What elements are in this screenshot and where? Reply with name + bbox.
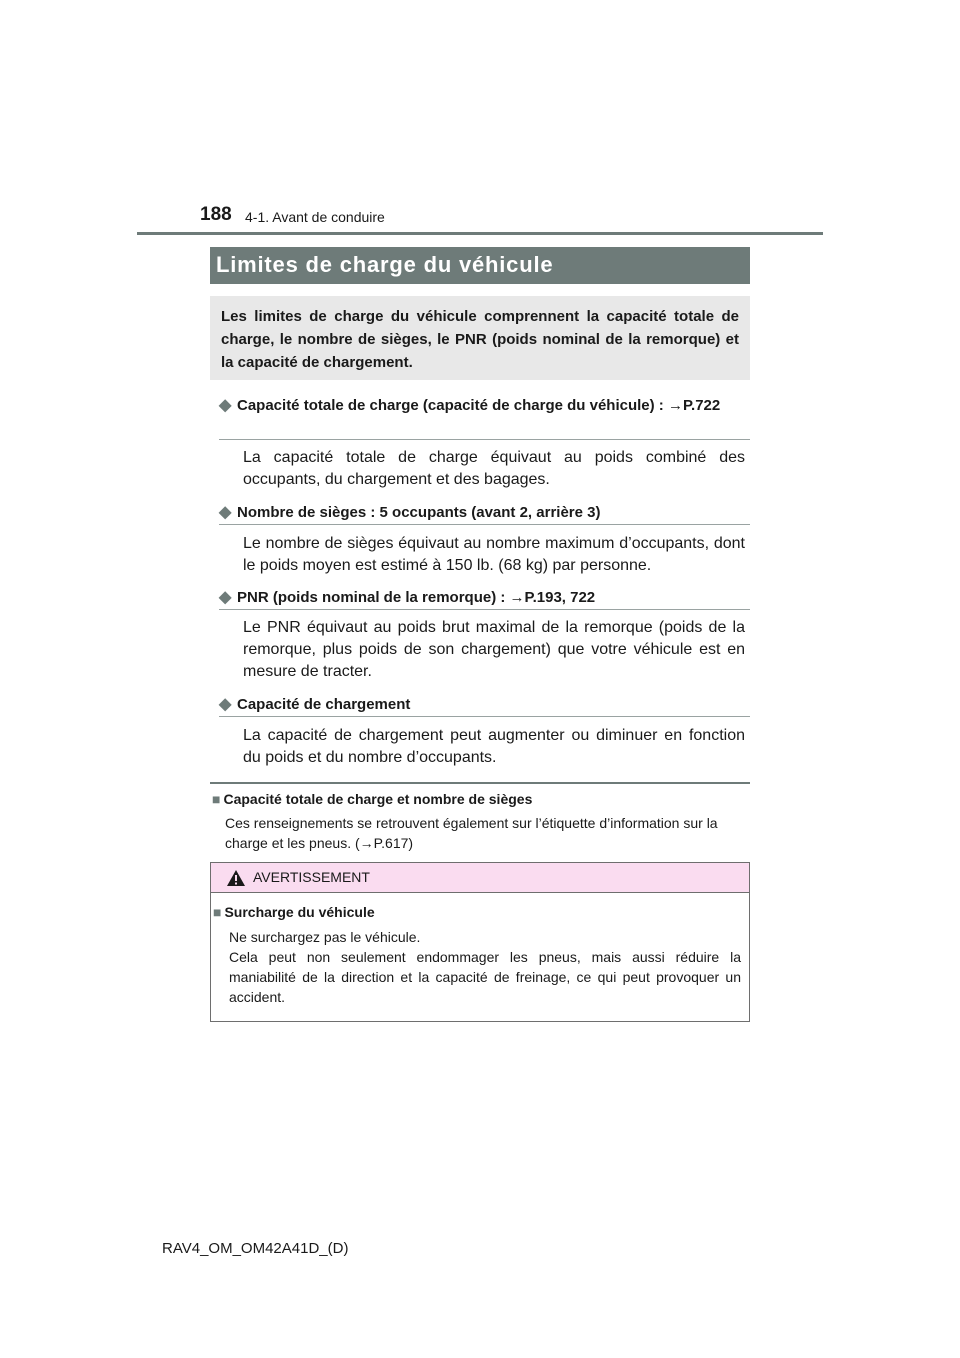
section-separator bbox=[210, 782, 750, 784]
item-body-cargo-capacity: La capacité de chargement peut augmenter ou diminuer en fonction du poids et du nombre d’occupants. bbox=[243, 727, 745, 766]
square-bullet-icon: ■ bbox=[212, 791, 221, 807]
warning-label: AVERTISSEMENT bbox=[253, 869, 370, 885]
intro-text: Les limites de charge du véhicule comprennent la capacité totale de charge, le nombre de sièges, le PNR (poids nominal de la remorque) et la capacité de chargement. bbox=[221, 308, 739, 371]
item-heading-seating: ◆ Nombre de sièges : 5 occupants (avant 2, arrière 3) bbox=[219, 504, 601, 521]
warning-triangle-icon bbox=[226, 869, 246, 887]
item-body-seating: Le nombre de sièges équivaut au nombre maximum d’occupants, dont le poids moyen est estimé à 150 lb. (68 kg) par personne. bbox=[243, 535, 745, 574]
warning-body bbox=[229, 927, 741, 1007]
item-heading-cargo-capacity: ◆ Capacité de chargement bbox=[219, 696, 411, 713]
item-heading-total-capacity: ◆ Capacité totale de charge (capacité de charge du véhicule) : →P.722 bbox=[219, 397, 721, 414]
diamond-bullet-icon: ◆ bbox=[219, 589, 232, 606]
item-rule bbox=[219, 524, 750, 525]
item-rule bbox=[219, 439, 750, 440]
diamond-bullet-icon: ◆ bbox=[219, 504, 232, 521]
section-header: 4-1. Avant de conduire bbox=[245, 209, 385, 225]
warning-line-2: Cela peut non seulement endommager les pneus, mais aussi réduire la maniabilité de la direction et la capacité de freinage, ce qui peut provoquer un accident. bbox=[229, 949, 741, 1005]
page-title: Limites de charge du véhicule bbox=[216, 252, 554, 277]
item-body-total-capacity: La capacité totale de charge équivaut au poids combiné des occupants, du chargement et des bagages. bbox=[243, 449, 745, 488]
item-rule bbox=[219, 609, 750, 610]
warning-title: ■ Surcharge du véhicule bbox=[213, 904, 375, 920]
square-bullet-icon: ■ bbox=[213, 904, 222, 920]
header-rule bbox=[137, 232, 823, 235]
item-body-trailer-weight: Le PNR équivaut au poids brut maximal de la remorque (poids de la remorque, plus poids de son chargement) que votre véhicule est en mesure de tracter. bbox=[243, 619, 745, 680]
note-title: ■ Capacité totale de charge et nombre de sièges bbox=[212, 791, 533, 807]
item-heading-trailer-weight: ◆ PNR (poids nominal de la remorque) : →P.193, 722 bbox=[219, 589, 596, 606]
diamond-bullet-icon: ◆ bbox=[219, 397, 232, 414]
footer-code: RAV4_OM_OM42A41D_(D) bbox=[162, 1240, 349, 1257]
item-rule bbox=[219, 716, 750, 717]
note-body: Ces renseignements se retrouvent également sur l’étiquette d’information sur la charge et les pneus. (→P.617) bbox=[225, 815, 718, 851]
diamond-bullet-icon: ◆ bbox=[219, 696, 232, 713]
warning-line-1: Ne surchargez pas le véhicule. bbox=[229, 929, 421, 945]
page-number: 188 bbox=[200, 204, 232, 225]
